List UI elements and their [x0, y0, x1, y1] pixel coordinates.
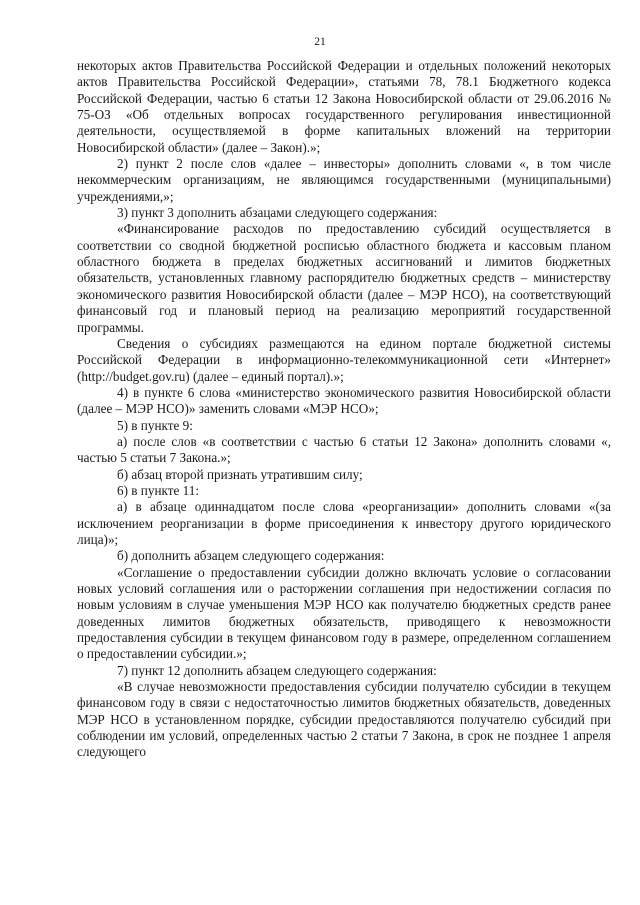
- paragraph-item-6a: а) в абзаце одиннадцатом после слова «реорганизации» дополнить словами «(за исключением реорганизации в форме присоединения к инвестору другого юридического лица)»;: [77, 499, 611, 547]
- paragraph-item-6b: б) дополнить абзацем следующего содержания:: [117, 548, 385, 564]
- paragraph-item-5: 5) в пункте 9:: [117, 417, 193, 433]
- paragraph-continuation: некоторых актов Правительства Российской Федерации и отдельных положений некоторых актов Правительства Российской Федерации», статьями 78, 78.1 Бюджетного кодекса Российской Федерации, частью 6 статьи 12 Закона Новосибирской области от 29.06.2016 № 75-ОЗ «Об отдельных вопросах государственного регулирования инвестиционной деятельности, осуществляемой в форме капитальных вложений на территории Новосибирской области» (далее – Закон).»;: [77, 58, 611, 155]
- paragraph-agreement: «Соглашение о предоставлении субсидии должно включать условие о согласовании новых условий соглашения или о расторжении соглашения при недостижении согласия по новым условиям в случае уменьшения МЭР НСО как получателю бюджетных средств ранее доведенных лимитов бюджетных обязательств, приводящего к невозможности предоставления субсидии в текущем финансовом году в размере, определенном соглашением о предоставлении субсидии.»;: [77, 564, 611, 662]
- paragraph-item-6: 6) в пункте 11:: [117, 482, 200, 498]
- paragraph-financing: «Финансирование расходов по предоставлению субсидий осуществляется в соответствии со сводной бюджетной росписью областного бюджета и кассовым планом областного бюджета в пределах бюджетных ассигнований и лимитов бюджетных обязательств, установленных главному распорядителю бюджетных средств – министерству экономического развития Новосибирской области (далее – МЭР НСО), на соответствующий финансовый год и плановый период на реализацию мероприятий государственной программы.: [77, 221, 611, 335]
- page-number: 21: [314, 36, 326, 48]
- paragraph-item-4: 4) в пункте 6 слова «министерство экономического развития Новосибирской области (далее – МЭР НСО)» заменить словами «МЭР НСО»;: [77, 384, 611, 417]
- paragraph-item-5b: б) абзац второй признать утратившим силу;: [117, 466, 363, 482]
- document-body: [77, 58, 611, 761]
- paragraph-item-5a: а) после слов «в соответствии с частью 6 статьи 12 Закона» дополнить словами «, частью 5 статьи 7 Закона.»;: [77, 433, 611, 466]
- paragraph-item-7: 7) пункт 12 дополнить абзацем следующего содержания:: [117, 662, 437, 678]
- paragraph-subsidy-info: Сведения о субсидиях размещаются на едином портале бюджетной системы Российской Федерации в информационно-телекоммуникационной сети «Интернет» (http://budget.gov.ru) (далее – единый портал).»;: [77, 335, 611, 384]
- paragraph-item-3: 3) пункт 3 дополнить абзацами следующего содержания:: [117, 205, 438, 221]
- paragraph-item-2: 2) пункт 2 после слов «далее – инвесторы» дополнить словами «, в том числе некоммерческим организациям, не являющимся государственными (муниципальными) учреждениями,»;: [77, 156, 611, 204]
- paragraph-impossibility: «В случае невозможности предоставления субсидии получателю субсидии в текущем финансовом году в связи с недостаточностью лимитов бюджетных обязательств, доведенных МЭР НСО в установленном порядке, субсидии предоставляются получателю субсидий при соблюдении им условий, определенных частью 2 статьи 7 Закона, в срок не позднее 1 апреля следующего: [77, 679, 611, 760]
